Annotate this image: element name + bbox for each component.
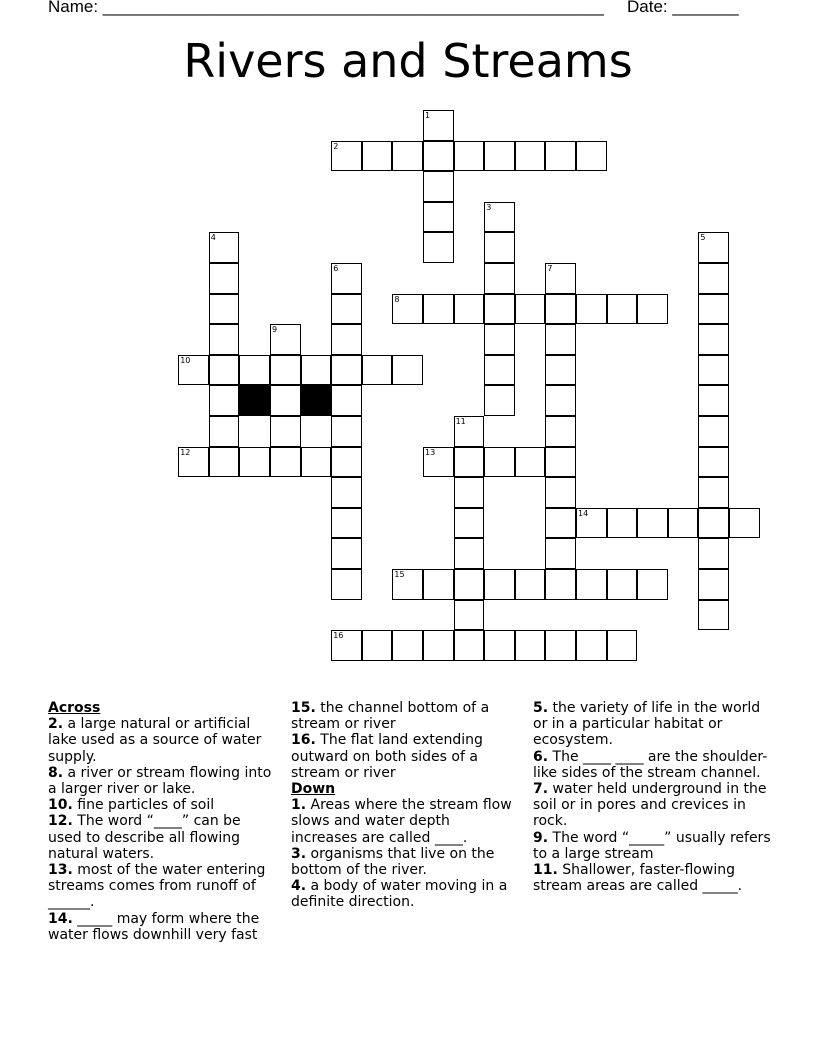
grid-cell[interactable]	[423, 569, 454, 600]
grid-cell[interactable]	[545, 477, 576, 508]
clue-number: 15.	[291, 700, 316, 716]
grid-cell[interactable]	[423, 171, 454, 202]
cell-number: 13	[425, 447, 436, 457]
grid-cell[interactable]	[209, 232, 240, 263]
grid-cell[interactable]	[484, 324, 515, 355]
clue-7	[533, 781, 773, 830]
clue-13	[48, 862, 278, 911]
grid-cell[interactable]	[698, 385, 729, 416]
clue-text: The ____ ____ are the shoulder-like sides of the stream channel.	[533, 748, 768, 781]
grid-cell[interactable]	[209, 447, 240, 478]
across-heading: Across	[48, 700, 101, 716]
clue-text: Areas where the stream flow slows and water depth increases are called ____.	[291, 797, 512, 846]
clue-8	[48, 765, 278, 797]
grid-cell[interactable]	[362, 141, 393, 172]
date-field[interactable]: Date: _______	[627, 0, 739, 16]
grid-cell[interactable]	[698, 447, 729, 478]
grid-cell[interactable]	[454, 508, 485, 539]
grid-cell[interactable]	[484, 447, 515, 478]
clue-text: The flat land extending outward on both sides of a stream or river	[291, 732, 483, 781]
grid-cell[interactable]	[484, 294, 515, 325]
cell-number: 7	[547, 264, 553, 273]
clue-text: water held underground in the soil or in pores and crevices in rock.	[533, 781, 767, 830]
clue-10	[48, 797, 278, 813]
cell-number: 11	[455, 417, 466, 426]
cell-number: 4	[210, 233, 216, 243]
grid-cell[interactable]	[454, 447, 485, 478]
clue-6	[533, 749, 773, 781]
grid-cell[interactable]	[392, 630, 423, 661]
clue-4	[291, 878, 513, 910]
clue-text: _____ may form where the water flows downhill very fast	[48, 910, 260, 943]
grid-cell[interactable]	[515, 569, 546, 600]
grid-cell[interactable]	[607, 294, 638, 325]
grid-cell[interactable]	[239, 355, 270, 386]
grid-cell[interactable]	[270, 385, 301, 416]
grid-cell[interactable]	[454, 416, 485, 447]
grid-cell[interactable]	[331, 508, 362, 539]
grid-cell[interactable]	[423, 232, 454, 263]
grid-cell[interactable]	[331, 294, 362, 325]
grid-cell[interactable]	[362, 355, 393, 386]
clue-3	[291, 846, 513, 878]
grid-cell[interactable]	[423, 110, 454, 141]
grid-cell[interactable]	[698, 294, 729, 325]
grid-cell[interactable]	[270, 416, 301, 447]
clue-number: 3.	[291, 845, 307, 862]
grid-cell[interactable]	[637, 294, 668, 325]
cell-number: 16	[333, 631, 344, 641]
grid-cell[interactable]	[331, 385, 362, 416]
grid-cell[interactable]	[515, 141, 546, 172]
cell-number: 10	[180, 355, 191, 365]
grid-cell[interactable]	[545, 355, 576, 386]
black-cell	[239, 385, 270, 416]
grid-cell[interactable]	[576, 630, 607, 661]
grid-cell[interactable]	[637, 569, 668, 600]
grid-cell[interactable]	[392, 141, 423, 172]
grid-cell[interactable]	[209, 263, 240, 294]
grid-cell[interactable]	[178, 355, 209, 386]
grid-cell[interactable]	[331, 416, 362, 447]
grid-cell[interactable]	[545, 508, 576, 539]
grid-cell[interactable]	[454, 294, 485, 325]
clue-11	[533, 862, 773, 894]
cell-number: 8	[394, 294, 400, 304]
grid-cell[interactable]	[729, 508, 760, 539]
grid-cell[interactable]	[454, 630, 485, 661]
grid-cell[interactable]	[698, 600, 729, 631]
grid-cell[interactable]	[270, 324, 301, 355]
grid-cell[interactable]	[484, 141, 515, 172]
grid-cell[interactable]	[454, 477, 485, 508]
grid-cell[interactable]	[545, 538, 576, 569]
grid-cell[interactable]	[698, 477, 729, 508]
grid-cell[interactable]	[331, 447, 362, 478]
grid-cell[interactable]	[484, 355, 515, 386]
grid-cell[interactable]	[607, 630, 638, 661]
grid-cell[interactable]	[698, 324, 729, 355]
grid-cell[interactable]	[454, 600, 485, 631]
grid-cell[interactable]	[576, 508, 607, 539]
clue-text: the channel bottom of a stream or river	[291, 700, 490, 733]
cell-number: 1	[425, 111, 431, 120]
grid-cell[interactable]	[209, 385, 240, 416]
grid-cell[interactable]	[331, 263, 362, 294]
grid-cell[interactable]	[423, 294, 454, 325]
grid-cell[interactable]	[545, 630, 576, 661]
grid-cell[interactable]	[545, 141, 576, 172]
grid-cell[interactable]	[362, 630, 393, 661]
grid-cell[interactable]	[515, 630, 546, 661]
clue-number: 10.	[48, 797, 73, 814]
grid-cell[interactable]	[454, 141, 485, 172]
grid-cell[interactable]	[545, 294, 576, 325]
grid-cell[interactable]	[698, 508, 729, 539]
clue-number: 2.	[48, 716, 64, 733]
cell-number: 2	[333, 141, 339, 151]
clue-1	[291, 797, 513, 846]
grid-cell[interactable]	[515, 447, 546, 478]
clue-number: 11.	[533, 862, 558, 879]
grid-cell[interactable]	[698, 263, 729, 294]
clue-number: 5.	[533, 700, 549, 716]
clue-16	[291, 732, 513, 781]
grid-cell[interactable]	[545, 416, 576, 447]
grid-cell[interactable]	[515, 294, 546, 325]
grid-cell[interactable]	[698, 416, 729, 447]
clue-2	[48, 716, 278, 765]
cell-number: 3	[486, 202, 492, 212]
clue-number: 16.	[291, 732, 316, 749]
clue-text: organisms that live on the bottom of the river.	[291, 845, 495, 879]
grid-cell[interactable]	[637, 508, 668, 539]
clue-text: Shallower, faster-flowing stream areas are called _____.	[533, 862, 743, 895]
grid-cell[interactable]	[239, 447, 270, 478]
grid-cell[interactable]	[270, 355, 301, 386]
grid-cell[interactable]	[301, 447, 332, 478]
grid-cell[interactable]	[209, 324, 240, 355]
clue-number: 12.	[48, 813, 73, 830]
grid-cell[interactable]	[178, 447, 209, 478]
grid-cell[interactable]	[209, 355, 240, 386]
grid-cell[interactable]	[331, 569, 362, 600]
grid-cell[interactable]	[423, 141, 454, 172]
grid-cell[interactable]	[484, 385, 515, 416]
grid-cell[interactable]	[698, 355, 729, 386]
clue-number: 8.	[48, 764, 64, 781]
grid-cell[interactable]	[545, 385, 576, 416]
clue-12	[48, 813, 278, 862]
grid-cell[interactable]	[331, 324, 362, 355]
grid-cell[interactable]	[545, 263, 576, 294]
grid-cell[interactable]	[331, 630, 362, 661]
grid-cell[interactable]	[545, 447, 576, 478]
cell-number: 5	[700, 233, 706, 243]
grid-cell[interactable]	[423, 630, 454, 661]
clue-text: a large natural or artificial lake used as a source of water supply.	[48, 716, 262, 765]
grid-cell[interactable]	[331, 477, 362, 508]
grid-cell[interactable]	[392, 355, 423, 386]
grid-cell[interactable]	[331, 538, 362, 569]
grid-cell[interactable]	[209, 294, 240, 325]
cell-number: 12	[180, 447, 191, 457]
grid-cell[interactable]	[484, 569, 515, 600]
clue-9	[533, 830, 773, 862]
grid-cell[interactable]	[698, 569, 729, 600]
clue-number: 4.	[291, 878, 307, 895]
clue-14	[48, 911, 278, 943]
grid-cell[interactable]	[454, 538, 485, 569]
clues-column-1	[48, 700, 278, 943]
grid-cell[interactable]	[423, 202, 454, 233]
grid-cell[interactable]	[576, 294, 607, 325]
clue-text: a body of water moving in a definite direction.	[291, 878, 508, 911]
grid-cell[interactable]	[545, 569, 576, 600]
grid-cell[interactable]	[607, 508, 638, 539]
grid-cell[interactable]	[545, 324, 576, 355]
grid-cell[interactable]	[392, 569, 423, 600]
cell-number: 6	[333, 264, 339, 273]
clue-number: 7.	[533, 781, 549, 798]
grid-cell[interactable]	[454, 569, 485, 600]
cell-number: 14	[578, 508, 589, 518]
clue-text: most of the water entering streams comes from runoff of ______.	[48, 862, 266, 911]
clue-text: The word “_____” usually refers to a large stream	[533, 829, 771, 862]
down-heading: Down	[291, 781, 336, 798]
clue-number: 1.	[291, 797, 307, 814]
clue-text: a river or stream flowing into a larger river or lake.	[48, 764, 272, 798]
grid-cell[interactable]	[484, 630, 515, 661]
grid-cell[interactable]	[607, 569, 638, 600]
grid-cell[interactable]	[270, 447, 301, 478]
grid-cell[interactable]	[209, 416, 240, 447]
clues-column-3	[533, 700, 773, 894]
clue-number: 14.	[48, 910, 73, 927]
grid-cell[interactable]	[576, 141, 607, 172]
grid-cell[interactable]	[301, 355, 332, 386]
clue-number: 9.	[533, 829, 549, 846]
clue-text: the variety of life in the world or in a particular habitat or ecosystem.	[533, 700, 761, 749]
grid-cell[interactable]	[423, 447, 454, 478]
clue-text: The word “____” can be used to describe all flowing natural waters.	[48, 813, 241, 862]
grid-cell[interactable]	[331, 141, 362, 172]
page-title: Rivers and Streams	[183, 34, 633, 88]
grid-cell[interactable]	[668, 508, 699, 539]
grid-cell[interactable]	[392, 294, 423, 325]
clue-text: fine particles of soil	[72, 797, 215, 814]
clue-5	[533, 700, 773, 749]
cell-number: 9	[272, 325, 278, 335]
grid-cell[interactable]	[331, 355, 362, 386]
grid-cell[interactable]	[698, 538, 729, 569]
cell-number: 15	[394, 570, 405, 579]
grid-cell[interactable]	[576, 569, 607, 600]
grid-cell[interactable]	[484, 202, 515, 233]
black-cell	[301, 385, 332, 416]
clue-number: 13.	[48, 862, 73, 879]
grid-cell[interactable]	[484, 263, 515, 294]
grid-cell[interactable]	[698, 232, 729, 263]
grid-cell[interactable]	[484, 232, 515, 263]
name-field[interactable]: Name: _____________________________________________________	[48, 0, 604, 16]
clues-column-2	[291, 700, 513, 911]
clue-15	[291, 700, 513, 732]
clue-number: 6.	[533, 748, 549, 765]
